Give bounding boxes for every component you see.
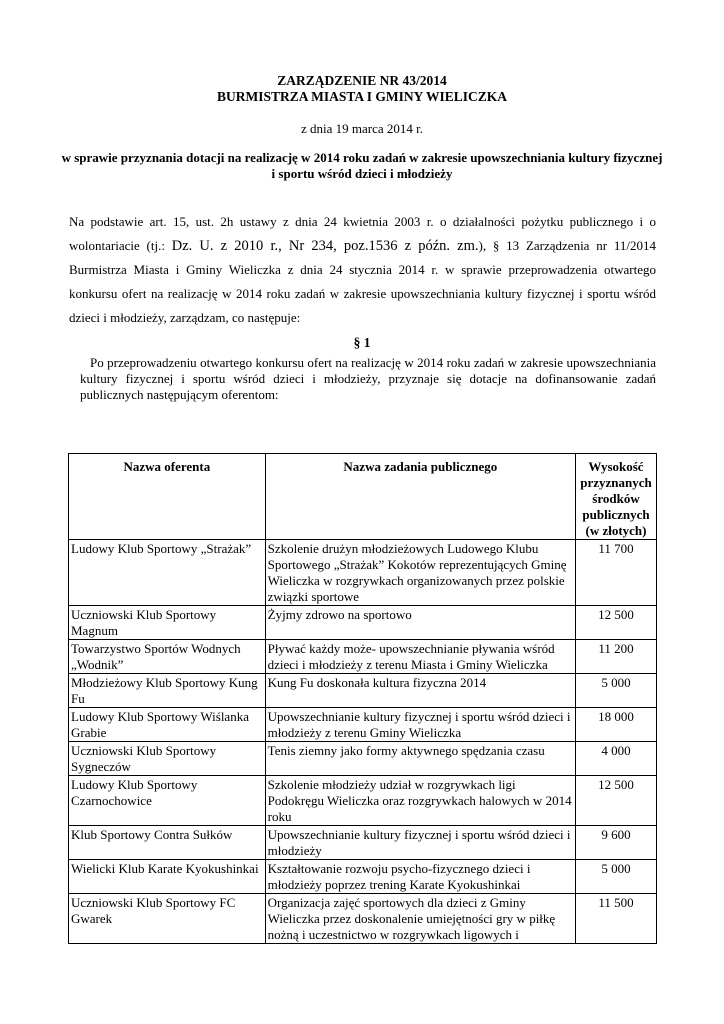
cell-oferent: Ludowy Klub Sportowy Wiślanka Grabie — [69, 708, 266, 742]
table-row — [69, 708, 657, 742]
legal-basis — [69, 210, 656, 330]
cell-kwota: 11 200 — [576, 640, 657, 674]
cell-zadanie: Żyjmy zdrowo na sportowo — [265, 606, 575, 640]
cell-oferent: Klub Sportowy Contra Sułków — [69, 826, 266, 860]
section-intro — [80, 355, 656, 403]
table-row — [69, 826, 657, 860]
cell-zadanie: Upowszechnianie kultury fizycznej i sportu wśród dzieci i młodzieży — [265, 826, 575, 860]
cell-kwota: 4 000 — [576, 742, 657, 776]
cell-zadanie: Tenis ziemny jako formy aktywnego spędzania czasu — [265, 742, 575, 776]
cell-zadanie: Pływać każdy może- upowszechnianie pływania wśród dzieci i młodzieży z terenu Miasta i Gminy Wieliczka — [265, 640, 575, 674]
header-zadanie: Nazwa zadania publicznego — [265, 454, 575, 540]
cell-oferent: Młodzieżowy Klub Sportowy Kung Fu — [69, 674, 266, 708]
document-subject: w sprawie przyznania dotacji na realizację w 2014 roku zadań w zakresie upowszechniania kultury fizycznej i sportu wśród dzieci i młodzieży — [61, 150, 663, 181]
cell-oferent: Ludowy Klub Sportowy „Strażak” — [69, 540, 266, 606]
legal-basis-part2: ), § 13 Zarządzenia nr 11/2014 Burmistrza Miasta i Gminy Wieliczka z dnia 24 stycznia 2014 r. w sprawie przeprowadzenia otwartego konkursu ofert na realizację w 2014 roku zadań w zakresie upowszechniania kultury fizycznej i sportu wśród dzieci i młodzieży, zarządzam, co następuje: — [69, 238, 656, 325]
section-intro-text: Po przeprowadzeniu otwartego konkursu ofert na realizację w 2014 roku zadań w zakresie upowszechniania kultury fizycznej i sportu wśród dzieci i młodzieży, przyznaje się dotacje na dofinansowanie zadań publicznych następującym oferentom: — [80, 355, 656, 402]
cell-kwota: 5 000 — [576, 860, 657, 894]
cell-oferent: Uczniowski Klub Sportowy FC Gwarek — [69, 894, 266, 944]
cell-zadanie: Kształtowanie rozwoju psycho-fizycznego dzieci i młodzieży poprzez trening Karate Kyokushinkai — [265, 860, 575, 894]
cell-zadanie: Kung Fu doskonała kultura fizyczna 2014 — [265, 674, 575, 708]
grants-table — [68, 453, 657, 944]
table-row — [69, 742, 657, 776]
table-row — [69, 540, 657, 606]
cell-oferent: Uczniowski Klub Sportowy Sygneczów — [69, 742, 266, 776]
table-row — [69, 674, 657, 708]
header-kwota: Wysokość przyznanych środków publicznych (w złotych) — [576, 454, 657, 540]
table-header-row — [69, 454, 657, 540]
cell-zadanie: Szkolenie drużyn młodzieżowych Ludowego Klubu Sportowego „Strażak” Kokotów reprezentujących Gminę Wieliczka w rozgrywkach organizowanych przez polskie związki sportowe — [265, 540, 575, 606]
legal-citation: Dz. U. z 2010 r., Nr 234, poz.1536 z późn. zm. — [171, 238, 479, 254]
table-row — [69, 860, 657, 894]
table-row — [69, 776, 657, 826]
table-row — [69, 640, 657, 674]
section-sign: § 1 — [353, 335, 371, 350]
cell-oferent: Ludowy Klub Sportowy Czarnochowice — [69, 776, 266, 826]
legal-basis-part1: Na podstawie art. 15, ust. 2h ustawy z dnia 24 kwietnia 2003 r. o działalności pożytku publicznego i o wolontariacie (tj.: — [69, 214, 656, 253]
document-issuer: BURMISTRZA MIASTA I GMINY WIELICZKA — [216, 89, 508, 104]
document-date: z dnia 19 marca 2014 r. — [300, 121, 423, 136]
cell-zadanie: Upowszechnianie kultury fizycznej i sportu wśród dzieci i młodzieży z terenu Gminy Wieliczka — [265, 708, 575, 742]
cell-kwota: 18 000 — [576, 708, 657, 742]
cell-zadanie: Organizacja zajęć sportowych dla dzieci z Gminy Wieliczka przez doskonalenie umiejętności gry w piłkę nożną i uczestnictwo w rozgrywkach ligowych i — [265, 894, 575, 944]
header-oferent: Nazwa oferenta — [69, 454, 266, 540]
table-row — [69, 606, 657, 640]
cell-oferent: Towarzystwo Sportów Wodnych „Wodnik” — [69, 640, 266, 674]
cell-kwota: 12 500 — [576, 776, 657, 826]
cell-kwota: 12 500 — [576, 606, 657, 640]
cell-kwota: 11 500 — [576, 894, 657, 944]
cell-zadanie: Szkolenie młodzieży udział w rozgrywkach ligi Podokręgu Wieliczka oraz rozgrywkach halowych w 2014 roku — [265, 776, 575, 826]
cell-kwota: 5 000 — [576, 674, 657, 708]
cell-kwota: 11 700 — [576, 540, 657, 606]
cell-kwota: 9 600 — [576, 826, 657, 860]
table-row — [69, 894, 657, 944]
cell-oferent: Uczniowski Klub Sportowy Magnum — [69, 606, 266, 640]
document-title: ZARZĄDZENIE NR 43/2014 — [277, 73, 447, 88]
cell-oferent: Wielicki Klub Karate Kyokushinkai — [69, 860, 266, 894]
